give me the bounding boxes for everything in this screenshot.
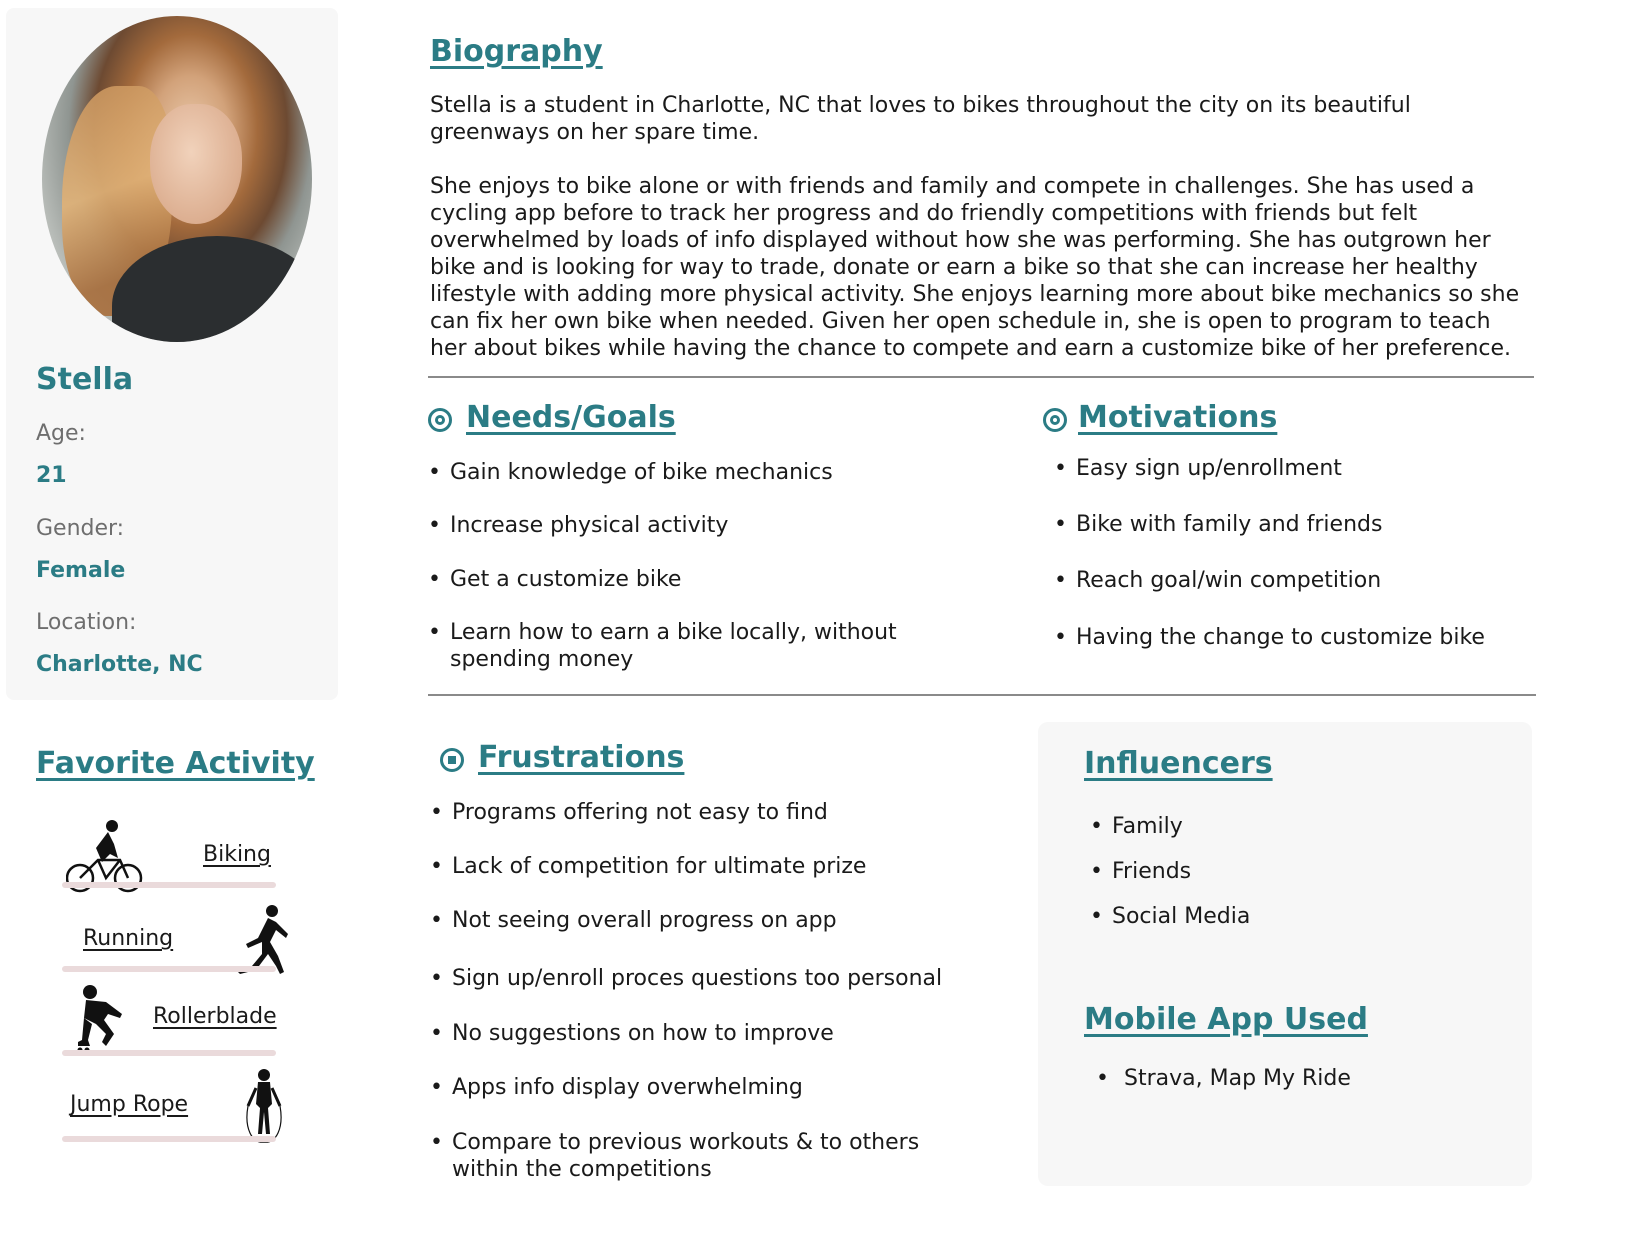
list-item: • Lack of competition for ultimate prize: [430, 854, 990, 908]
list-item: • Apps info display overwhelming: [430, 1075, 990, 1129]
location-value: Charlotte, NC: [36, 652, 203, 677]
motivations-title: Motivations: [1078, 400, 1278, 435]
divider-middle: [428, 694, 1536, 696]
divider-top: [428, 376, 1534, 378]
list-item: • Social Media: [1090, 904, 1490, 929]
activity-biking: Biking: [203, 842, 271, 867]
avatar: [42, 16, 312, 342]
frustrations-title: Frustrations: [478, 740, 685, 775]
motivations-list: [1054, 456, 1534, 650]
influencers-card: [1038, 722, 1532, 1186]
age-value: 21: [36, 463, 67, 488]
mobile-app-title: Mobile App Used: [1084, 1002, 1368, 1037]
list-item: • Friends: [1090, 859, 1490, 904]
activity-bar: [62, 966, 276, 972]
gender-value: Female: [36, 558, 126, 583]
influencers-list: [1090, 814, 1490, 929]
location-label: Location:: [36, 610, 137, 635]
list-item: • Not seeing overall progress on app: [430, 908, 990, 966]
frustrations-list: [430, 800, 990, 1183]
persona-name: Stella: [36, 362, 134, 397]
age-label: Age:: [36, 421, 86, 446]
stop-icon: [440, 748, 464, 772]
list-item: • Easy sign up/enrollment: [1054, 456, 1534, 512]
needs-list: [428, 460, 948, 673]
list-item: • Compare to previous workouts & to others within the competitions: [430, 1129, 950, 1183]
list-item: • Programs offering not easy to find: [430, 800, 990, 854]
activity-running: Running: [83, 926, 174, 951]
gender-label: Gender:: [36, 516, 125, 541]
list-item: • Having the change to customize bike: [1054, 625, 1534, 650]
avatar-face: [150, 104, 242, 224]
needs-title: Needs/Goals: [466, 400, 676, 435]
biography-para-2: She enjoys to bike alone or with friends and family and compete in challenges. She has used a cycling app before to track her progress and do friendly competitions with friends but felt overwhelmed by loads of info displayed without how she was performing. She has outgrown her bike and is looking for way to trade, donate or earn a bike so that she can increase her healthy lifestyle with adding more physical activity. She enjoys learning more about bike mechanics so she can fix her own bike when needed. Given her open schedule in, she is open to program to teach her about bikes while having the chance to compete and earn a customize bike of her preference.: [430, 174, 1520, 361]
activity-rollerblade: Rollerblade: [153, 1004, 277, 1029]
biography-title: Biography: [430, 34, 603, 69]
list-item: • Reach goal/win competition: [1054, 568, 1534, 625]
list-item: • Bike with family and friends: [1054, 512, 1534, 568]
running-icon: [232, 904, 290, 974]
activity-bar: [62, 1050, 276, 1056]
influencers-title: Influencers: [1084, 746, 1273, 781]
biography-para-1: Stella is a student in Charlotte, NC that loves to bikes throughout the city on its beautiful greenways on her spare time.: [430, 93, 1411, 145]
list-item: • Learn how to earn a bike locally, without spending money: [428, 619, 948, 673]
profile-card: [6, 8, 338, 700]
activity-bar: [62, 882, 276, 888]
target-icon: [428, 408, 452, 432]
list-item: • Sign up/enroll proces questions too personal: [430, 966, 990, 1021]
rollerblade-icon: [76, 984, 126, 1054]
jump-rope-icon: [242, 1068, 288, 1144]
mobile-app-list: [1096, 1066, 1496, 1091]
list-item: • Increase physical activity: [428, 513, 948, 567]
favorite-activity-title: Favorite Activity: [36, 746, 315, 781]
activity-jump-rope: Jump Rope: [70, 1092, 189, 1117]
target-icon: [1043, 408, 1067, 432]
list-item: • Gain knowledge of bike mechanics: [428, 460, 948, 513]
list-item: • No suggestions on how to improve: [430, 1021, 990, 1075]
activity-bar: [62, 1136, 276, 1142]
list-item: • Get a customize bike: [428, 567, 948, 619]
list-item: • Family: [1090, 814, 1490, 859]
list-item: • Strava, Map My Ride: [1096, 1066, 1496, 1091]
